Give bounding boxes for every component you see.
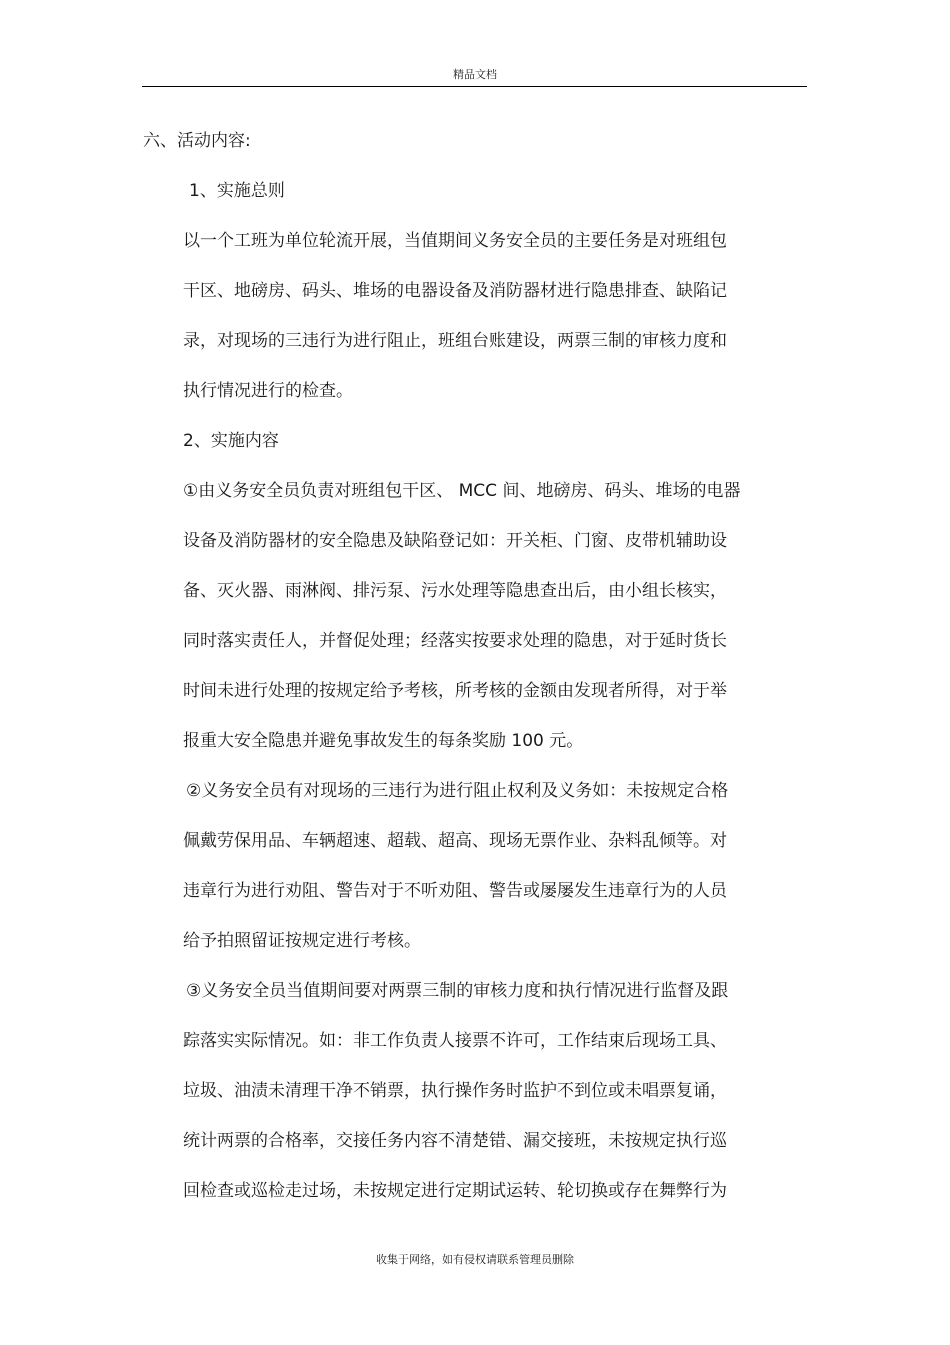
paragraph-line: 垃圾、油渍未清理干净不销票，执行操作务时监护不到位或未唱票复诵， bbox=[183, 1081, 727, 1101]
paragraph-line: 统计两票的合格率，交接任务内容不清楚错、漏交接班，未按规定执行巡 bbox=[183, 1131, 727, 1151]
paragraph-line: 干区、地磅房、码头、堆场的电器设备及消防器材进行隐患排查、缺陷记 bbox=[183, 281, 727, 301]
paragraph-line: ②义务安全员有对现场的三违行为进行阻止权利及义务如：未按规定合格 bbox=[186, 781, 729, 801]
paragraph-line: 同时落实责任人，并督促处理；经落实按要求处理的隐患，对于延时货长 bbox=[183, 631, 727, 651]
section-heading: 六、活动内容: bbox=[143, 131, 251, 151]
header-divider bbox=[142, 86, 807, 87]
paragraph-line: ①由义务安全员负责对班组包干区、 MCC 间、地磅房、码头、堆场的电器 bbox=[183, 481, 741, 501]
paragraph-line: 回检查或巡检走过场，未按规定进行定期试运转、轮切换或存在舞弊行为 bbox=[183, 1181, 727, 1201]
paragraph-line: 以一个工班为单位轮流开展，当值期间义务安全员的主要任务是对班组包 bbox=[183, 231, 727, 251]
paragraph-line: 佩戴劳保用品、车辆超速、超载、超高、现场无票作业、杂料乱倾等。对 bbox=[183, 831, 727, 851]
paragraph-line: 报重大安全隐患并避免事故发生的每条奖励 100 元。 bbox=[183, 731, 584, 751]
paragraph-line: 执行情况进行的检查。 bbox=[183, 381, 353, 401]
part2-heading: 2、实施内容 bbox=[183, 431, 279, 451]
page-footer-note: 收集于网络，如有侵权请联系管理员删除 bbox=[376, 1253, 574, 1266]
paragraph-line: 踪落实实际情况。如：非工作负责人接票不许可，工作结束后现场工具、 bbox=[183, 1031, 727, 1051]
paragraph-line: 时间未进行处理的按规定给予考核，所考核的金额由发现者所得，对于举 bbox=[183, 681, 727, 701]
paragraph-line: 违章行为进行劝阻、警告对于不听劝阻、警告或屡屡发生违章行为的人员 bbox=[183, 881, 727, 901]
paragraph-line: 备、灭火器、雨淋阀、排污泵、污水处理等隐患查出后，由小组长核实， bbox=[183, 581, 727, 601]
part1-heading: 1、实施总则 bbox=[189, 181, 285, 201]
paragraph-line: ③义务安全员当值期间要对两票三制的审核力度和执行情况进行监督及跟 bbox=[186, 981, 729, 1001]
paragraph-line: 录，对现场的三违行为进行阻止，班组台账建设，两票三制的审核力度和 bbox=[183, 331, 727, 351]
page-header-title: 精品文档 bbox=[453, 68, 497, 81]
paragraph-line: 给予拍照留证按规定进行考核。 bbox=[183, 931, 421, 951]
paragraph-line: 设备及消防器材的安全隐患及缺陷登记如：开关柜、门窗、皮带机辅助设 bbox=[183, 531, 727, 551]
